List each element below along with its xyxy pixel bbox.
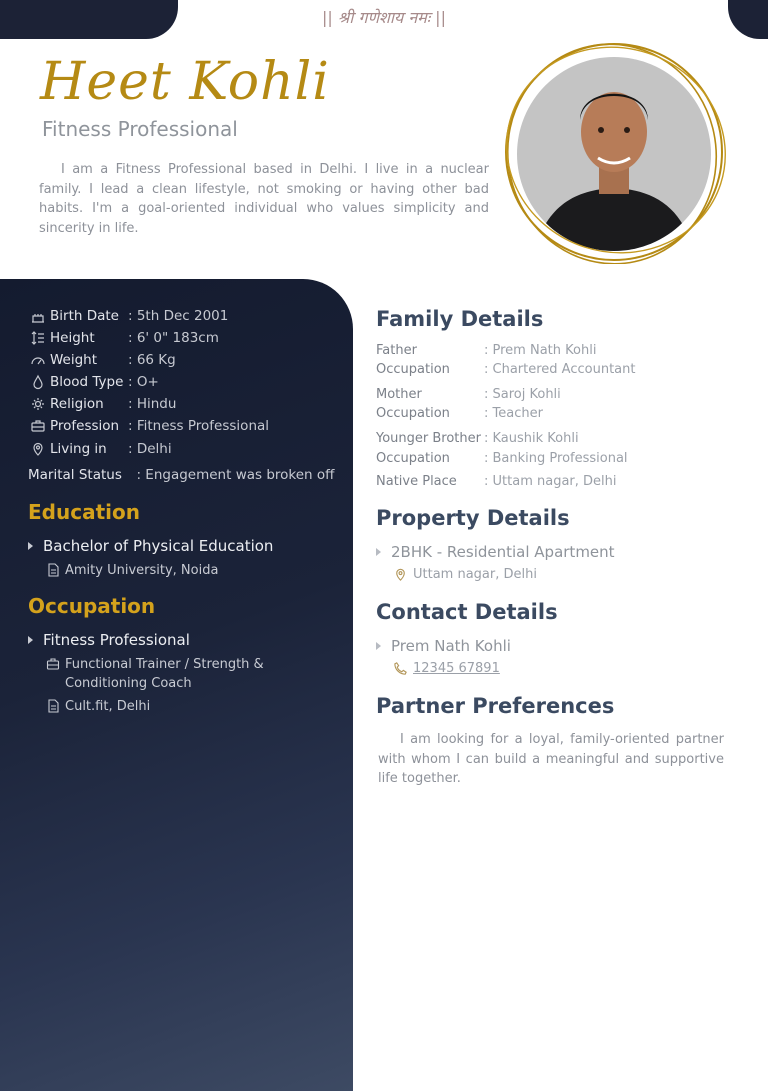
- profile-title: Fitness Professional: [42, 117, 238, 141]
- property-item: 2BHK - Residential Apartment: [376, 543, 615, 561]
- info-blood-type: Blood Type : O+: [30, 372, 159, 392]
- contact-phone: [393, 661, 500, 676]
- location-icon: [393, 567, 408, 582]
- education-degree: Bachelor of Physical Education: [28, 537, 273, 555]
- family-row: Occupation : Teacher: [376, 406, 543, 421]
- info-weight: Weight : 66 Kg: [30, 350, 176, 370]
- bullet-arrow-icon: [376, 548, 381, 556]
- family-row: Younger Brother : Kaushik Kohli: [376, 431, 579, 446]
- family-row: Native Place : Uttam nagar, Delhi: [376, 474, 617, 489]
- location-icon: [30, 441, 46, 457]
- family-row: Occupation : Chartered Accountant: [376, 362, 636, 377]
- weight-icon: [30, 352, 46, 368]
- bullet-arrow-icon: [28, 636, 33, 644]
- profile-photo: [500, 40, 728, 264]
- family-row: Occupation : Banking Professional: [376, 451, 628, 466]
- education-institution: Amity University, Noida: [46, 561, 218, 580]
- invocation-text: || श्री गणेशाय नमः ||: [322, 8, 446, 27]
- family-row: Father : Prem Nath Kohli: [376, 343, 597, 358]
- occupation-heading: Occupation: [28, 594, 156, 618]
- info-living-in: Living in : Delhi: [30, 439, 172, 459]
- bullet-arrow-icon: [28, 542, 33, 550]
- briefcase-icon: [30, 418, 46, 434]
- document-icon: [46, 699, 60, 713]
- info-birth-date: Birth Date : 5th Dec 2001: [30, 306, 228, 326]
- contact-name: Prem Nath Kohli: [376, 637, 511, 655]
- property-location: Uttam nagar, Delhi: [393, 567, 537, 582]
- family-row: Mother : Saroj Kohli: [376, 387, 561, 402]
- contact-heading: Contact Details: [376, 600, 558, 624]
- profile-name: Heet Kohli: [40, 52, 330, 112]
- info-religion: Religion : Hindu: [30, 394, 176, 414]
- education-heading: Education: [28, 500, 140, 524]
- phone-link[interactable]: 12345 67891: [413, 661, 500, 676]
- occupation-title: Fitness Professional: [28, 631, 190, 649]
- height-icon: [30, 330, 46, 346]
- blood-drop-icon: [30, 374, 46, 390]
- occupation-company: Cult.fit, Delhi: [46, 697, 150, 716]
- profile-about: I am a Fitness Professional based in Delhi. I live in a nuclear family. I lead a clean lifestyle, not smoking or having other bad habits. I'm a goal-oriented individual who values simplicity and sincerity in life.: [39, 162, 489, 236]
- religion-icon: [30, 396, 46, 412]
- info-marital-status: Marital Status : Engagement was broken off: [28, 467, 335, 483]
- property-heading: Property Details: [376, 506, 570, 530]
- occupation-role: Functional Trainer / Strength & Conditioning Coach: [46, 655, 264, 693]
- preferences-heading: Partner Preferences: [376, 694, 615, 718]
- info-height: Height : 6' 0" 183cm: [30, 328, 219, 348]
- preferences-text: I am looking for a loyal, family-oriented partner with whom I can build a meaningful and supportive life together.: [378, 732, 724, 786]
- briefcase-icon: [46, 657, 60, 671]
- bullet-arrow-icon: [376, 642, 381, 650]
- profile-photo-art: [500, 40, 728, 264]
- family-heading: Family Details: [376, 307, 544, 331]
- info-profession: Profession : Fitness Professional: [30, 416, 269, 436]
- phone-icon: [393, 661, 408, 676]
- cake-icon: [30, 308, 46, 324]
- document-icon: [46, 563, 60, 577]
